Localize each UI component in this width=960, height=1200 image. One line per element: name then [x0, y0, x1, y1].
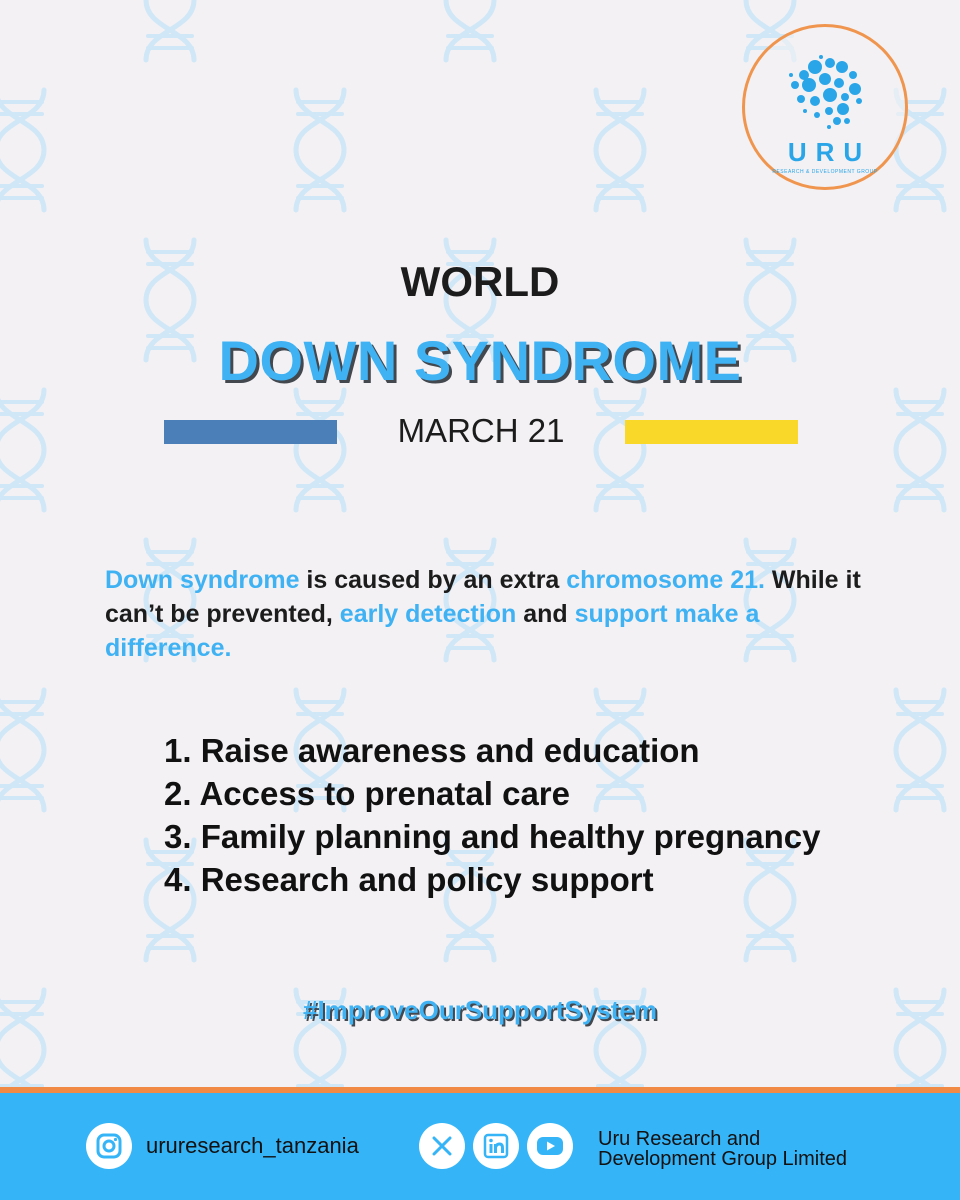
intro-paragraph — [105, 563, 865, 665]
list-item: 4. Research and policy support — [164, 861, 654, 898]
organization-name-line1: Uru Research and — [598, 1128, 761, 1150]
footer — [0, 1093, 960, 1200]
intro-text: While it can’t be prevented, — [105, 566, 861, 628]
dna-helix-icon — [0, 90, 44, 210]
dna-helix-icon — [296, 90, 344, 210]
dna-helix-icon — [146, 0, 194, 60]
intro-text: is caused by an extra — [299, 566, 567, 594]
logo-subtitle: RESEARCH & DEVELOPMENT GROUP — [772, 169, 878, 175]
intro-highlight: make a difference. — [105, 600, 760, 662]
dna-helix-icon — [446, 0, 494, 60]
list-item: 3. Family planning and healthy pregnancy — [164, 818, 821, 855]
decorative-bar-yellow — [625, 420, 798, 444]
title-down-syndrome: DOWN SYNDROME — [218, 329, 742, 392]
dna-helix-icon — [896, 390, 944, 510]
dna-helix-icon — [0, 390, 44, 510]
instagram-handle[interactable]: ururesearch_tanzania — [146, 1133, 359, 1158]
instagram-icon[interactable] — [86, 1123, 132, 1169]
decorative-bar-blue — [164, 420, 337, 444]
intro-text: and — [516, 600, 575, 628]
dna-helix-icon — [296, 390, 344, 510]
action-list — [164, 729, 820, 901]
uru-logo — [742, 24, 908, 190]
organization-name — [598, 1129, 847, 1169]
x-icon[interactable] — [419, 1123, 465, 1169]
intro-highlight: support — [574, 600, 668, 628]
dna-helix-icon — [0, 690, 44, 810]
hashtag: #ImproveOurSupportSystem — [303, 995, 657, 1025]
dna-helix-icon — [896, 690, 944, 810]
event-date: MARCH 21 — [397, 412, 565, 449]
organization-name-line2: Development Group Limited — [598, 1148, 848, 1170]
youtube-icon[interactable] — [527, 1123, 573, 1169]
list-item: 2. Access to prenatal care — [164, 775, 570, 812]
title-world: WORLD — [400, 258, 560, 305]
linkedin-icon[interactable] — [473, 1123, 519, 1169]
intro-highlight: Down syndrome — [105, 566, 300, 594]
brain-dots-icon — [785, 53, 869, 133]
logo-name: URU — [787, 137, 872, 167]
dna-helix-icon — [596, 390, 644, 510]
intro-highlight: chromosome 21. — [566, 566, 765, 594]
intro-highlight: early detection — [339, 600, 517, 628]
list-item: 1. Raise awareness and education — [164, 732, 700, 769]
dna-helix-icon — [596, 90, 644, 210]
